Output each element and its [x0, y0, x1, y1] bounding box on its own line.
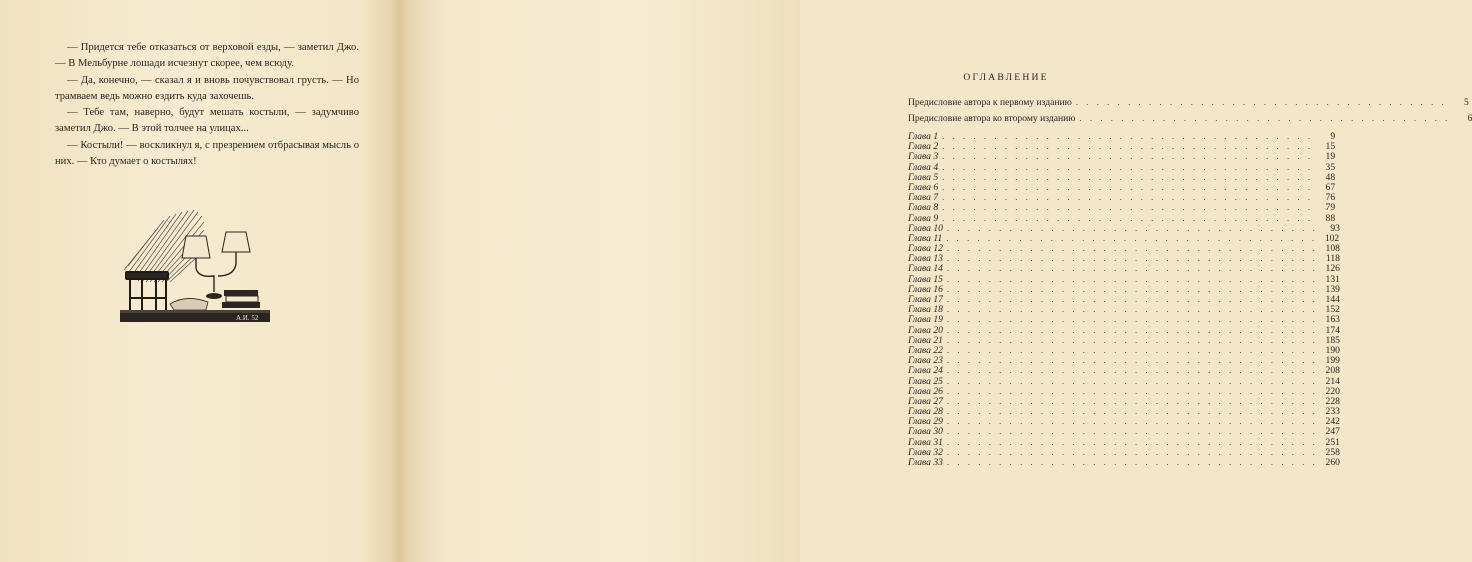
toc-leader-dots: . . . . . . . . . . . . . . . . . . . . . . . . . . . . . . . . . . . . — [1075, 97, 1447, 107]
toc-leader-dots: . . . . . . . . . . . . . . . . . . . . . . . . . . . . . . . . . . . . — [942, 171, 1314, 182]
toc-page-number: 174 — [1325, 324, 1340, 336]
toc-entry-label: Глава 13 — [908, 253, 943, 265]
toc-entry-label: Глава 21 — [908, 334, 943, 346]
toc-entry-label: Глава 7 — [908, 192, 939, 204]
toc-leader-dots: . . . . . . . . . . . . . . . . . . . . . . . . . . . . . . . . . . . . — [946, 304, 1318, 315]
toc-chapter-row — [908, 232, 1340, 244]
toc-entry-label: Глава 17 — [908, 294, 943, 305]
toc-title: ОГЛАВЛЕНИЕ — [963, 72, 1049, 83]
toc-chapter-row — [908, 375, 1340, 387]
toc-entry-label: Глава 31 — [908, 436, 943, 448]
toc-chapter-row — [908, 273, 1340, 285]
toc-chapter-row — [908, 304, 1340, 316]
toc-page-number: 242 — [1325, 416, 1340, 428]
toc-chapter-row — [908, 212, 1336, 224]
toc-page-number: 9 — [1330, 131, 1336, 142]
toc-chapter-row — [908, 334, 1340, 346]
toc-leader-dots: . . . . . . . . . . . . . . . . . . . . . . . . . . . . . . . . . . . . — [946, 324, 1318, 335]
toc-leader-dots: . . . . . . . . . . . . . . . . . . . . . . . . . . . . . . . . . . . . — [942, 192, 1314, 203]
toc-leader-dots: . . . . . . . . . . . . . . . . . . . . . . . . . . . . . . . . . . . . — [946, 294, 1318, 304]
toc-entry-label: Глава 16 — [908, 283, 943, 295]
toc-chapter-row — [908, 181, 1336, 193]
toc-entry-label: Глава 1 — [908, 131, 939, 142]
toc-entry-label: Глава 23 — [908, 355, 943, 367]
toc-entry-label: Глава 28 — [908, 406, 943, 418]
toc-entry-label: Глава 26 — [908, 385, 943, 397]
toc-entry-label: Глава 10 — [908, 222, 943, 234]
toc-page-number: 131 — [1325, 273, 1340, 285]
paragraph: — Тебе там, наверно, будут мешать костыли, — задумчиво заметил Джо. — В этой толчее на улицах... — [55, 107, 359, 135]
toc-preface-row — [908, 94, 1469, 110]
toc-entry-label: Предисловие автора ко второму изданию — [908, 113, 1076, 124]
toc-leader-dots: . . . . . . . . . . . . . . . . . . . . . . . . . . . . . . . . . . . . — [946, 283, 1318, 294]
toc-entry-label: Глава 30 — [908, 426, 943, 438]
toc-page-number: 190 — [1325, 344, 1340, 356]
toc-chapter-row — [908, 385, 1340, 397]
toc-page-number: 199 — [1325, 355, 1340, 367]
toc-chapter-row — [908, 314, 1340, 326]
toc-entry-label: Глава 20 — [908, 324, 943, 336]
toc-leader-dots: . . . . . . . . . . . . . . . . . . . . . . . . . . . . . . . . . . . . — [942, 141, 1314, 152]
left-page — [0, 0, 396, 562]
toc-chapter-row — [908, 395, 1340, 407]
toc-page-number: 220 — [1325, 385, 1340, 397]
toc-leader-dots: . . . . . . . . . . . . . . . . . . . . . . . . . . . . . . . . . . . . — [1079, 113, 1451, 123]
toc-chapter-row — [908, 202, 1336, 214]
toc-chapter-row — [908, 243, 1340, 255]
toc-entry-label: Глава 14 — [908, 263, 943, 275]
toc-leader-dots: . . . . . . . . . . . . . . . . . . . . . . . . . . . . . . . . . . . . — [946, 243, 1318, 254]
toc-page-number: 118 — [1325, 253, 1340, 265]
toc-entry-label: Глава 24 — [908, 365, 943, 377]
toc-entry-label: Глава 11 — [908, 232, 943, 244]
toc-chapter-row — [908, 406, 1340, 418]
toc-chapter-row — [908, 365, 1340, 377]
toc-entry-label: Глава 32 — [908, 446, 943, 458]
toc-chapter-row — [908, 416, 1340, 428]
toc-chapter-row — [908, 192, 1336, 204]
toc-page-number: 35 — [1325, 161, 1336, 173]
toc-page-number: 76 — [1325, 192, 1336, 204]
toc-entry-label: Глава 8 — [908, 202, 939, 214]
toc-page-number: 19 — [1325, 151, 1336, 163]
toc-page-number: 126 — [1325, 263, 1340, 275]
toc-leader-dots: . . . . . . . . . . . . . . . . . . . . . . . . . . . . . . . . . . . . — [946, 365, 1318, 376]
paragraph: — Да, конечно, — сказал я и вновь почувствовал грусть. — Но трамваем ведь можно ездить куда захочешь. — [55, 74, 359, 102]
toc-leader-dots: . . . . . . . . . . . . . . . . . . . . . . . . . . . . . . . . . . . . — [946, 334, 1318, 345]
toc-entry-label: Глава 25 — [908, 375, 943, 387]
right-page — [400, 0, 1472, 562]
toc-entry-label: Глава 5 — [908, 171, 939, 183]
toc-entry-label: Глава 15 — [908, 273, 943, 285]
toc-leader-dots: . . . . . . . . . . . . . . . . . . . . . . . . . . . . . . . . . . . . — [942, 181, 1314, 192]
toc-page-number: 5 — [1464, 97, 1469, 108]
toc-leader-dots: . . . . . . . . . . . . . . . . . . . . . . . . . . . . . . . . . . . . — [942, 131, 1314, 141]
toc-entry-label: Глава 27 — [908, 395, 943, 407]
toc-chapter-row — [908, 222, 1340, 234]
toc-page-number: 233 — [1325, 406, 1340, 418]
toc-leader-dots: . . . . . . . . . . . . . . . . . . . . . . . . . . . . . . . . . . . . — [946, 263, 1318, 274]
toc-leader-dots: . . . . . . . . . . . . . . . . . . . . . . . . . . . . . . . . . . . . — [946, 395, 1318, 406]
toc-leader-dots: . . . . . . . . . . . . . . . . . . . . . . . . . . . . . . . . . . . . — [946, 375, 1318, 386]
toc-leader-dots: . . . . . . . . . . . . . . . . . . . . . . . . . . . . . . . . . . . . — [946, 344, 1318, 355]
toc-entry-label: Глава 22 — [908, 344, 943, 356]
toc-leader-dots: . . . . . . . . . . . . . . . . . . . . . . . . . . . . . . . . . . . . — [942, 212, 1314, 223]
toc-page-number: 251 — [1325, 436, 1340, 448]
toc-page-number: 15 — [1325, 141, 1336, 153]
toc-entry-label: Глава 2 — [908, 141, 939, 153]
toc-page-number: 102 — [1324, 232, 1340, 244]
toc-page-number: 6 — [1467, 113, 1472, 124]
toc-chapter-row — [908, 294, 1340, 305]
toc-leader-dots: . . . . . . . . . . . . . . . . . . . . . . . . . . . . . . . . . . . . — [946, 406, 1318, 417]
toc-chapter-row — [908, 171, 1336, 183]
toc-entry-label: Глава 12 — [908, 243, 943, 255]
toc-leader-dots: . . . . . . . . . . . . . . . . . . . . . . . . . . . . . . . . . . . . — [942, 151, 1314, 162]
toc-leader-dots: . . . . . . . . . . . . . . . . . . . . . . . . . . . . . . . . . . . . — [946, 457, 1318, 467]
toc-leader-dots: . . . . . . . . . . . . . . . . . . . . . . . . . . . . . . . . . . . . — [946, 355, 1318, 366]
toc-chapter-row — [908, 426, 1340, 438]
toc-chapter-row — [908, 457, 1340, 468]
toc-entry-label: Глава 19 — [908, 314, 943, 326]
toc-leader-dots: . . . . . . . . . . . . . . . . . . . . . . . . . . . . . . . . . . . . — [946, 385, 1318, 396]
toc-page-number: 152 — [1325, 304, 1340, 316]
toc-chapter-row — [908, 253, 1340, 265]
story-text — [55, 40, 359, 170]
toc-page-number: 79 — [1325, 202, 1336, 214]
toc-chapter-row — [908, 355, 1340, 367]
toc-page-number: 144 — [1325, 294, 1340, 305]
toc-leader-dots: . . . . . . . . . . . . . . . . . . . . . . . . . . . . . . . . . . . . — [942, 161, 1314, 172]
toc-page-number: 247 — [1325, 426, 1340, 438]
toc-entry-label: Глава 9 — [908, 212, 939, 224]
toc-chapter-row — [908, 283, 1340, 295]
paragraph: — Придется тебе отказаться от верховой езды, — заметил Джо. — В Мельбурне лошади исчезнут скорее, чем всюду. — [55, 42, 359, 70]
toc-entry-label: Глава 3 — [908, 151, 939, 163]
toc-chapter-row — [908, 141, 1336, 153]
toc-page-number: 214 — [1325, 375, 1340, 387]
toc-page-number: 48 — [1325, 171, 1336, 183]
toc-page-number: 139 — [1325, 283, 1340, 295]
toc-page-number: 185 — [1325, 334, 1340, 346]
toc-entry-label: Глава 4 — [908, 161, 939, 173]
toc-page-number: 88 — [1325, 212, 1336, 224]
lamp-desk-chair-illustration — [118, 206, 276, 330]
toc-chapter-row — [908, 436, 1340, 448]
toc-leader-dots: . . . . . . . . . . . . . . . . . . . . . . . . . . . . . . . . . . . . — [946, 416, 1318, 427]
toc-entry-label: Глава 18 — [908, 304, 943, 316]
toc-leader-dots: . . . . . . . . . . . . . . . . . . . . . . . . . . . . . . . . . . . . — [946, 436, 1318, 447]
toc-leader-dots: . . . . . . . . . . . . . . . . . . . . . . . . . . . . . . . . . . . . — [942, 202, 1314, 213]
toc-chapter-row — [908, 324, 1340, 336]
toc-page-number: 208 — [1325, 365, 1340, 377]
toc-entry-label: Глава 33 — [908, 457, 943, 468]
toc-page-number: 67 — [1325, 181, 1336, 193]
illustration-signature: А.И. 52 — [236, 314, 259, 322]
toc-page-number: 108 — [1325, 243, 1340, 255]
toc-leader-dots: . . . . . . . . . . . . . . . . . . . . . . . . . . . . . . . . . . . . — [946, 446, 1318, 457]
toc-page-number: 163 — [1325, 314, 1340, 326]
toc-leader-dots: . . . . . . . . . . . . . . . . . . . . . . . . . . . . . . . . . . . . — [946, 232, 1318, 243]
toc-preface-row — [908, 110, 1472, 126]
toc-leader-dots: . . . . . . . . . . . . . . . . . . . . . . . . . . . . . . . . . . . . — [946, 314, 1318, 325]
toc-leader-dots: . . . . . . . . . . . . . . . . . . . . . . . . . . . . . . . . . . . . — [946, 253, 1318, 264]
toc-leader-dots: . . . . . . . . . . . . . . . . . . . . . . . . . . . . . . . . . . . . — [946, 222, 1318, 233]
toc-chapter-row — [908, 263, 1340, 275]
toc-chapter-row — [908, 151, 1336, 163]
toc-chapter-row — [908, 131, 1336, 142]
toc-entry-label: Глава 6 — [908, 181, 939, 193]
toc-chapter-row — [908, 161, 1336, 173]
toc-page-number: 93 — [1330, 222, 1340, 234]
toc-chapter-row — [908, 344, 1340, 356]
toc-page-number: 258 — [1325, 446, 1340, 458]
toc-entry-label: Глава 29 — [908, 416, 943, 428]
toc-entry-label: Предисловие автора к первому изданию — [908, 97, 1072, 108]
table-of-contents — [908, 72, 1472, 468]
toc-page-number: 260 — [1325, 457, 1340, 468]
toc-leader-dots: . . . . . . . . . . . . . . . . . . . . . . . . . . . . . . . . . . . . — [946, 426, 1318, 437]
toc-leader-dots: . . . . . . . . . . . . . . . . . . . . . . . . . . . . . . . . . . . . — [946, 273, 1318, 284]
toc-page-number: 228 — [1325, 395, 1340, 407]
toc-chapter-row — [908, 446, 1340, 458]
paragraph: — Костыли! — воскликнул я, с презрением отбрасывая мысль о них. — Кто думает о костылях! — [55, 139, 359, 168]
